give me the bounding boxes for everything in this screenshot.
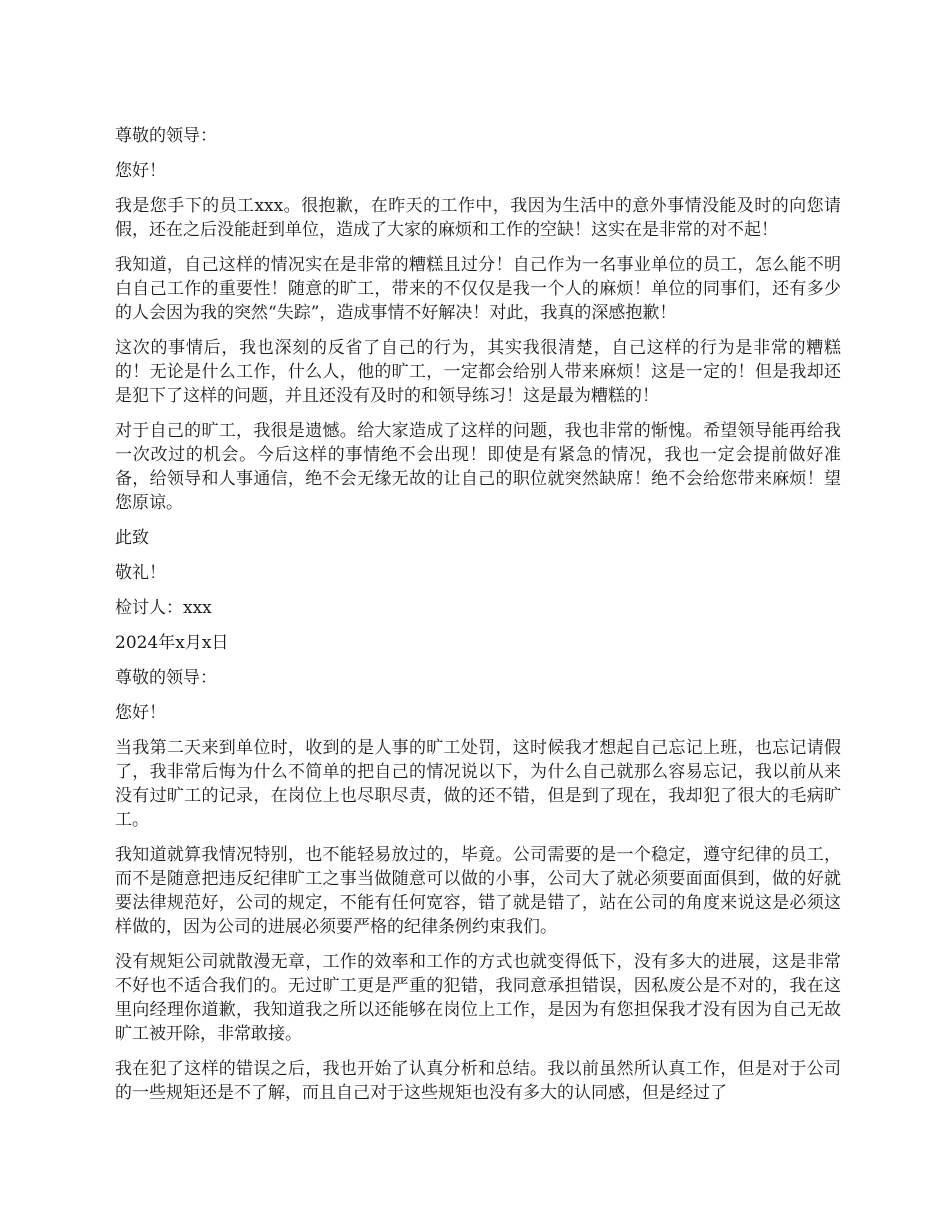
body-paragraph: 我知道，自己这样的情况实在是非常的糟糕且过分！自己作为一名事业单位的员工，怎么能不明白自己工作的重要性！随意的旷工，带来的不仅仅是我一个人的麻烦！单位的同事们，还有多少的人会因为我的突然“失踪”，造成事情不好解决！对此，我真的深感抱歉！ <box>115 255 841 323</box>
signature-line: 检讨人：xxx <box>115 598 212 618</box>
body-paragraph: 我知道就算我情况特别，也不能轻易放过的，毕竟。公司需要的是一个稳定，遵守纪律的员工，而不是随意把违反纪律旷工之事当做随意可以做的小事，公司大了就必须要面面俱到，做的好就要法律规范好，公司的规定，不能有任何宽容，错了就是错了，站在公司的角度来说这是必须这样做的，因为公司的进展必须要严格的纪律条例约束我们。 <box>115 845 841 937</box>
closing-line: 此致 <box>115 528 149 548</box>
salutation: 尊敬的领导： <box>115 668 217 688</box>
greeting: 您好！ <box>115 161 166 181</box>
closing-salute: 敬礼！ <box>115 563 166 583</box>
salutation: 尊敬的领导： <box>115 126 217 146</box>
greeting: 您好！ <box>115 703 166 723</box>
body-paragraph: 我是您手下的员工xxx。很抱歉，在昨天的工作中，我因为生活中的意外事情没能及时的向您请假，还在之后没能赶到单位，造成了大家的麻烦和工作的空缺！这实在是非常的对不起！ <box>115 196 841 240</box>
body-paragraph: 对于自己的旷工，我很是遗憾。给大家造成了这样的问题，我也非常的惭愧。希望领导能再给我一次改过的机会。今后这样的事情绝不会出现！即使是有紧急的情况，我也一定会提前做好准备，给领导和人事通信，绝不会无缘无故的让自己的职位就突然缺席！绝不会给您带来麻烦！望您原谅。 <box>115 421 841 513</box>
body-paragraph: 没有规矩公司就散漫无章，工作的效率和工作的方式也就变得低下，没有多大的进展，这是非常不好也不适合我们的。无过旷工更是严重的犯错，我同意承担错误，因私废公是不对的，我在这里向经理你道歉，我知道我之所以还能够在岗位上工作，是因为有您担保我才没有因为自己无故旷工被开除，非常敢接。 <box>115 952 841 1044</box>
body-paragraph: 我在犯了这样的错误之后，我也开始了认真分析和总结。我以前虽然所认真工作，但是对于公司的一些规矩还是不了解，而且自己对于这些规矩也没有多大的认同感，但是经过了 <box>115 1059 841 1103</box>
document-body <box>115 124 841 1116</box>
date-line: 2024年x月x日 <box>115 633 229 653</box>
body-paragraph: 当我第二天来到单位时，收到的是人事的旷工处罚，这时候我才想起自己忘记上班，也忘记请假了，我非常后悔为什么不简单的把自己的情况说以下，为什么自己就那么容易忘记，我以前从来没有过旷工的记录，在岗位上也尽职尽责，做的还不错，但是到了现在，我却犯了很大的毛病旷工。 <box>115 738 841 830</box>
body-paragraph: 这次的事情后，我也深刻的反省了自己的行为，其实我很清楚，自己这样的行为是非常的糟糕的！无论是什么工作，什么人，他的旷工，一定都会给别人带来麻烦！这是一定的！但是我却还是犯下了这样的问题，并且还没有及时的和领导练习！这是最为糟糕的！ <box>115 338 841 406</box>
